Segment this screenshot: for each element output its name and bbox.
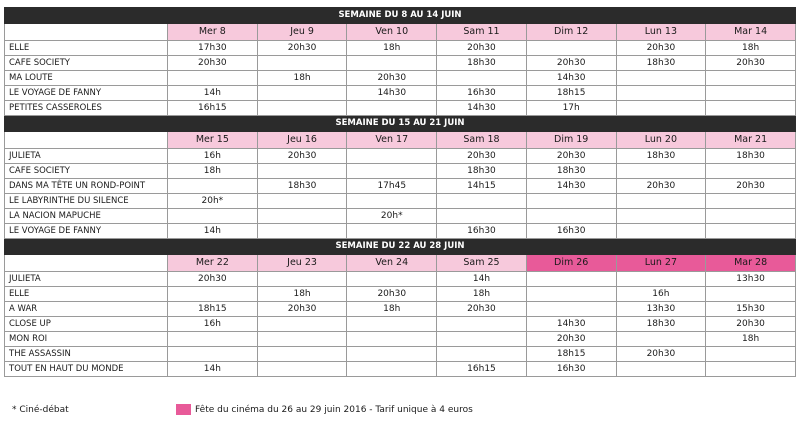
film-title: LE VOYAGE DE FANNY (5, 224, 168, 239)
film-title: JULIETA (5, 272, 168, 287)
showtime (168, 179, 258, 194)
showtime (347, 317, 437, 332)
showtime (257, 101, 347, 116)
showtime (437, 209, 527, 224)
showtime (347, 164, 437, 179)
showtime: 20h30 (616, 179, 706, 194)
day-header: Dim 26 (526, 255, 616, 272)
film-title: CAFE SOCIETY (5, 164, 168, 179)
showtime (257, 332, 347, 347)
showtime (437, 332, 527, 347)
day-header: Mar 21 (706, 132, 796, 149)
film-title: PETITES CASSEROLES (5, 101, 168, 116)
showtime: 20h30 (437, 41, 527, 56)
showtime (347, 56, 437, 71)
showtime (257, 362, 347, 377)
film-title: MON ROI (5, 332, 168, 347)
footer (8, 403, 788, 417)
showtime: 18h30 (616, 56, 706, 71)
film-title: LE VOYAGE DE FANNY (5, 86, 168, 101)
film-row (5, 362, 796, 377)
film-row (5, 149, 796, 164)
showtime: 14h15 (437, 179, 527, 194)
week-header (5, 8, 796, 24)
showtime (616, 272, 706, 287)
showtime (706, 209, 796, 224)
fete-legend (176, 403, 473, 417)
week-title: SEMAINE DU 15 AU 21 JUIN (5, 116, 796, 132)
showtime: 18h (706, 332, 796, 347)
showtime: 16h30 (526, 362, 616, 377)
showtime: 18h30 (526, 164, 616, 179)
showtime (168, 209, 258, 224)
day-header: Jeu 16 (257, 132, 347, 149)
showtime (168, 287, 258, 302)
showtime: 20h30 (168, 272, 258, 287)
showtime (616, 101, 706, 116)
schedule-body (5, 8, 796, 377)
week-header (5, 116, 796, 132)
fete-color-swatch (176, 404, 191, 415)
day-header: Sam 25 (437, 255, 527, 272)
showtime (706, 347, 796, 362)
film-row (5, 41, 796, 56)
day-header: Sam 11 (437, 24, 527, 41)
showtime (706, 101, 796, 116)
showtime (257, 56, 347, 71)
film-title: DANS MA TÊTE UN ROND-POINT (5, 179, 168, 194)
footnote: * Ciné-débat (12, 405, 69, 415)
film-row (5, 332, 796, 347)
film-row (5, 179, 796, 194)
showtime (347, 332, 437, 347)
showtime: 20h30 (526, 332, 616, 347)
showtime: 18h30 (437, 164, 527, 179)
showtime: 16h30 (437, 86, 527, 101)
day-header: Mer 8 (168, 24, 258, 41)
showtime: 16h (168, 149, 258, 164)
showtime (347, 362, 437, 377)
showtime (616, 194, 706, 209)
day-header: Lun 13 (616, 24, 706, 41)
showtime (437, 71, 527, 86)
showtime: 14h (437, 272, 527, 287)
showtime (257, 347, 347, 362)
day-header-blank (5, 24, 168, 41)
day-header: Mar 14 (706, 24, 796, 41)
showtime (257, 164, 347, 179)
showtime (437, 317, 527, 332)
showtime: 16h30 (526, 224, 616, 239)
showtime: 20h30 (616, 347, 706, 362)
showtime: 18h30 (706, 149, 796, 164)
showtime: 20h* (347, 209, 437, 224)
showtime (257, 317, 347, 332)
showtime: 16h (168, 317, 258, 332)
showtime (257, 272, 347, 287)
showtime: 20h30 (526, 56, 616, 71)
film-title: TOUT EN HAUT DU MONDE (5, 362, 168, 377)
showtime (257, 194, 347, 209)
day-header: Jeu 23 (257, 255, 347, 272)
day-header-row (5, 24, 796, 41)
showtime (347, 101, 437, 116)
film-row (5, 224, 796, 239)
showtime: 13h30 (616, 302, 706, 317)
film-title: A WAR (5, 302, 168, 317)
cinema-schedule (4, 7, 796, 377)
day-header: Mar 28 (706, 255, 796, 272)
film-row (5, 287, 796, 302)
film-row (5, 347, 796, 362)
film-row (5, 302, 796, 317)
showtime: 20h30 (706, 56, 796, 71)
showtime (437, 194, 527, 209)
day-header: Mer 22 (168, 255, 258, 272)
showtime (616, 224, 706, 239)
showtime (706, 194, 796, 209)
showtime: 20h30 (437, 302, 527, 317)
film-row (5, 194, 796, 209)
showtime (616, 209, 706, 224)
film-title: MA LOUTE (5, 71, 168, 86)
showtime: 18h15 (526, 86, 616, 101)
showtime: 20h30 (526, 149, 616, 164)
schedule-table (4, 7, 796, 377)
showtime (526, 194, 616, 209)
showtime: 14h30 (526, 317, 616, 332)
showtime: 20h30 (706, 317, 796, 332)
day-header-row (5, 132, 796, 149)
showtime (347, 149, 437, 164)
showtime: 20h* (168, 194, 258, 209)
showtime: 16h15 (168, 101, 258, 116)
showtime (706, 86, 796, 101)
film-row (5, 71, 796, 86)
film-title: LA NACION MAPUCHE (5, 209, 168, 224)
showtime: 18h (706, 41, 796, 56)
showtime (526, 272, 616, 287)
showtime: 14h (168, 86, 258, 101)
day-header: Mer 15 (168, 132, 258, 149)
showtime: 17h (526, 101, 616, 116)
showtime (257, 209, 347, 224)
showtime (616, 362, 706, 377)
film-row (5, 272, 796, 287)
showtime (347, 194, 437, 209)
day-header: Ven 10 (347, 24, 437, 41)
fete-legend-text: Fête du cinéma du 26 au 29 juin 2016 - Tarif unique à 4 euros (195, 405, 473, 415)
film-title: ELLE (5, 41, 168, 56)
showtime: 18h (347, 302, 437, 317)
showtime: 18h (168, 164, 258, 179)
week-header (5, 239, 796, 255)
showtime: 18h30 (437, 56, 527, 71)
day-header-blank (5, 132, 168, 149)
film-row (5, 317, 796, 332)
showtime: 15h30 (706, 302, 796, 317)
showtime: 20h30 (347, 71, 437, 86)
showtime (347, 272, 437, 287)
showtime: 20h30 (257, 41, 347, 56)
showtime (706, 224, 796, 239)
showtime: 18h (257, 71, 347, 86)
showtime: 17h30 (168, 41, 258, 56)
showtime: 20h30 (706, 179, 796, 194)
showtime (526, 209, 616, 224)
day-header-row (5, 255, 796, 272)
film-title: JULIETA (5, 149, 168, 164)
showtime: 18h (437, 287, 527, 302)
showtime (168, 347, 258, 362)
week-title: SEMAINE DU 8 AU 14 JUIN (5, 8, 796, 24)
showtime (616, 332, 706, 347)
showtime: 14h (168, 224, 258, 239)
showtime (347, 224, 437, 239)
showtime (616, 86, 706, 101)
showtime (437, 347, 527, 362)
day-header: Dim 12 (526, 24, 616, 41)
showtime: 20h30 (347, 287, 437, 302)
day-header: Ven 24 (347, 255, 437, 272)
showtime: 18h (347, 41, 437, 56)
showtime (257, 224, 347, 239)
showtime (168, 71, 258, 86)
film-title: THE ASSASSIN (5, 347, 168, 362)
showtime: 20h30 (616, 41, 706, 56)
showtime: 14h30 (526, 179, 616, 194)
day-header: Lun 27 (616, 255, 706, 272)
day-header: Ven 17 (347, 132, 437, 149)
showtime: 16h (616, 287, 706, 302)
showtime: 14h (168, 362, 258, 377)
film-title: ELLE (5, 287, 168, 302)
showtime: 14h30 (347, 86, 437, 101)
showtime: 20h30 (257, 149, 347, 164)
showtime: 16h15 (437, 362, 527, 377)
film-row (5, 101, 796, 116)
showtime: 18h (257, 287, 347, 302)
showtime: 20h30 (257, 302, 347, 317)
showtime (616, 71, 706, 86)
day-header: Lun 20 (616, 132, 706, 149)
showtime: 13h30 (706, 272, 796, 287)
showtime (526, 287, 616, 302)
showtime (706, 287, 796, 302)
showtime: 14h30 (526, 71, 616, 86)
showtime: 18h30 (616, 317, 706, 332)
showtime: 17h45 (347, 179, 437, 194)
showtime (706, 164, 796, 179)
film-row (5, 209, 796, 224)
showtime: 14h30 (437, 101, 527, 116)
showtime (526, 41, 616, 56)
day-header: Jeu 9 (257, 24, 347, 41)
day-header-blank (5, 255, 168, 272)
day-header: Dim 19 (526, 132, 616, 149)
showtime (347, 347, 437, 362)
showtime: 18h15 (526, 347, 616, 362)
showtime: 20h30 (168, 56, 258, 71)
week-title: SEMAINE DU 22 AU 28 JUIN (5, 239, 796, 255)
showtime: 18h30 (616, 149, 706, 164)
film-row (5, 164, 796, 179)
film-row (5, 86, 796, 101)
film-row (5, 56, 796, 71)
day-header: Sam 18 (437, 132, 527, 149)
showtime (257, 86, 347, 101)
showtime: 16h30 (437, 224, 527, 239)
film-title: CLOSE UP (5, 317, 168, 332)
film-title: LE LABYRINTHE DU SILENCE (5, 194, 168, 209)
film-title: CAFE SOCIETY (5, 56, 168, 71)
showtime (616, 164, 706, 179)
showtime (168, 332, 258, 347)
showtime (706, 362, 796, 377)
showtime: 20h30 (437, 149, 527, 164)
showtime (706, 71, 796, 86)
showtime (526, 302, 616, 317)
showtime: 18h15 (168, 302, 258, 317)
showtime: 18h30 (257, 179, 347, 194)
